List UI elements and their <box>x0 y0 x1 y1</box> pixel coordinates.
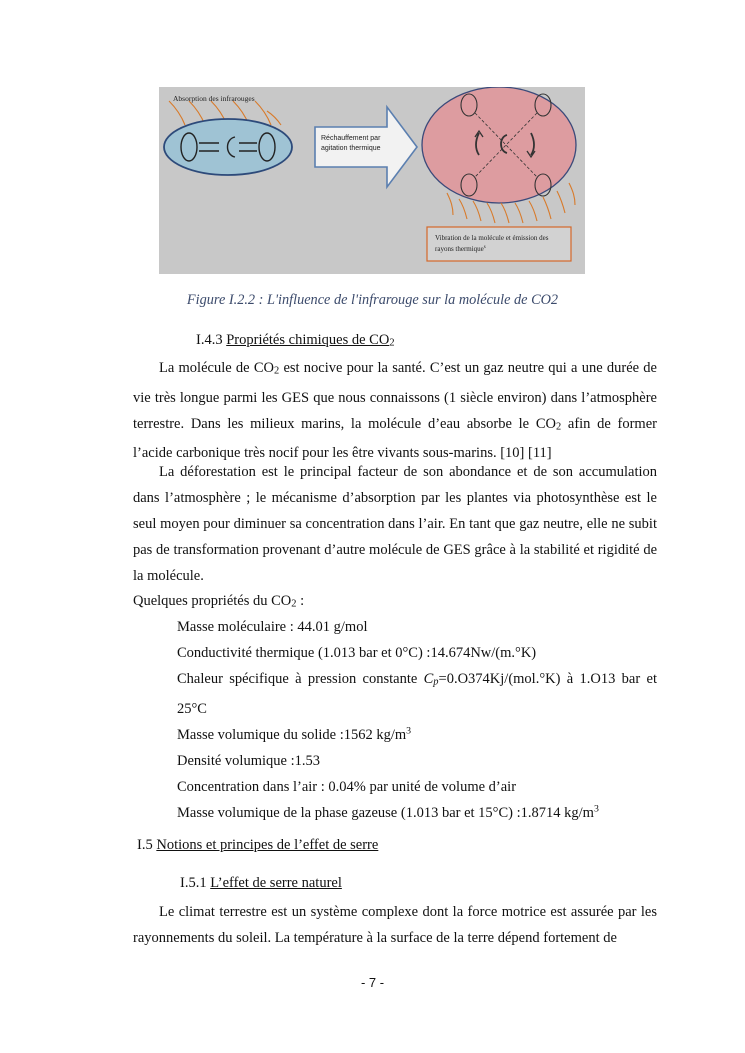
reheat-label-line1: Réchauffement par <box>321 135 381 142</box>
hot-molecule-ellipse <box>422 87 576 203</box>
paragraph-natural-greenhouse <box>133 899 657 951</box>
para1-text-1: La molécule de CO <box>159 360 274 376</box>
solid-density-text: Masse volumique du solide :1562 kg/m <box>177 726 407 743</box>
section-title-text: Propriétés chimiques de CO <box>226 332 390 348</box>
properties-intro-sub: 2 <box>291 598 297 610</box>
section-heading-i-5 <box>137 837 378 854</box>
absorption-label: Absorption des infrarouges <box>173 94 255 103</box>
properties-list <box>177 614 657 826</box>
vibration-label-line2-text: rayons thermique <box>435 245 484 253</box>
vibration-label-superscript: s <box>483 245 486 250</box>
property-volumic-density: Densité volumique :1.53 <box>177 752 320 769</box>
section-heading-i-5-1 <box>180 875 342 892</box>
vibration-label-line1: Vibration de la molécule et émission des <box>435 234 549 242</box>
figure-caption: Figure I.2.2 : L'influence de l'infrarouge sur la molécule de CO2 <box>186 292 559 308</box>
property-gas-density <box>177 800 657 826</box>
para2-text: La déforestation est le principal facteur de son abondance et de son accumulation dans l’atmosphère ; le mécanisme d’absorption par les plantes via photosynthèse est le seul moyen pour diminuer sa concentration dans l’air. En tant que gaz neutre, elle ne subit pas de transformation provenant d’autre molécule de GES grâce à la stabilité et rigidité de la molécule. <box>133 464 657 584</box>
para1-sub-1: 2 <box>273 365 280 377</box>
figure-diagram <box>159 87 585 274</box>
section-title-subscript: 2 <box>389 337 395 349</box>
solid-density-sup: 3 <box>406 725 412 737</box>
gas-density-text: Masse volumique de la phase gazeuse (1.013 bar et 15°C) :1.8714 kg/m <box>177 804 594 821</box>
property-thermal-conductivity: Conductivité thermique (1.013 bar et 0°C) :14.674Nw/(m.°K) <box>177 645 537 661</box>
para1-sub-2: 2 <box>555 421 562 433</box>
properties-intro-text: Quelques propriétés du CO <box>133 593 292 609</box>
para1-text-2: est nocive pour la santé. C’est un gaz neutre qui a une durée de vie très longue parmi les GES que nous connaissons (1 siècle environ) dans l’atmosphère terrestre. Dans les milieux marins, la molécule d’eau absorbe le CO <box>133 360 657 432</box>
co2-infrared-figure <box>159 87 585 274</box>
paragraph-co2-toxicity <box>133 355 657 466</box>
para1-text-3: afin de former l’acide carbonique très nocif pour les être vivants sous-marins. [10] [11] <box>133 415 657 462</box>
section-title: Notions et principes de l’effet de serre <box>156 837 379 853</box>
specific-heat-symbol <box>424 671 439 687</box>
page-number: - 7 - <box>360 975 385 990</box>
section-heading-i-4-3 <box>196 332 395 349</box>
property-molar-mass: Masse moléculaire : 44.01 g/mol <box>177 619 368 635</box>
para3-text: Le climat terrestre est un système complexe dont la force motrice est assurée par les rayonnements du soleil. La température à la surface de la terre dépend fortement de <box>133 904 657 946</box>
gas-density-sup: 3 <box>593 803 599 815</box>
section-title: L’effet de serre naturel <box>210 875 342 891</box>
specific-heat-suffix: =0.O374Kj/(mol.°K) à 1.O13 bar et 25°C <box>177 671 657 717</box>
reheat-label-line2: agitation thermique <box>321 145 381 152</box>
section-number: I.4.3 <box>196 332 223 348</box>
section-number: I.5 <box>137 837 153 853</box>
properties-intro <box>133 593 304 610</box>
property-air-concentration: Concentration dans l’air : 0.04% par unité de volume d’air <box>177 778 517 795</box>
paragraph-deforestation <box>133 459 657 589</box>
vibration-label-box <box>427 227 571 261</box>
property-specific-heat <box>177 666 657 722</box>
section-number: I.5.1 <box>180 875 207 891</box>
specific-heat-prefix: Chaleur spécifique à pression constante <box>177 671 424 687</box>
property-solid-density <box>177 722 657 748</box>
section-title <box>226 332 394 348</box>
properties-intro-suffix: : <box>296 593 305 609</box>
cp-symbol: C <box>423 671 434 687</box>
cp-subscript: p <box>433 676 439 688</box>
vibration-label-line2 <box>435 245 486 253</box>
